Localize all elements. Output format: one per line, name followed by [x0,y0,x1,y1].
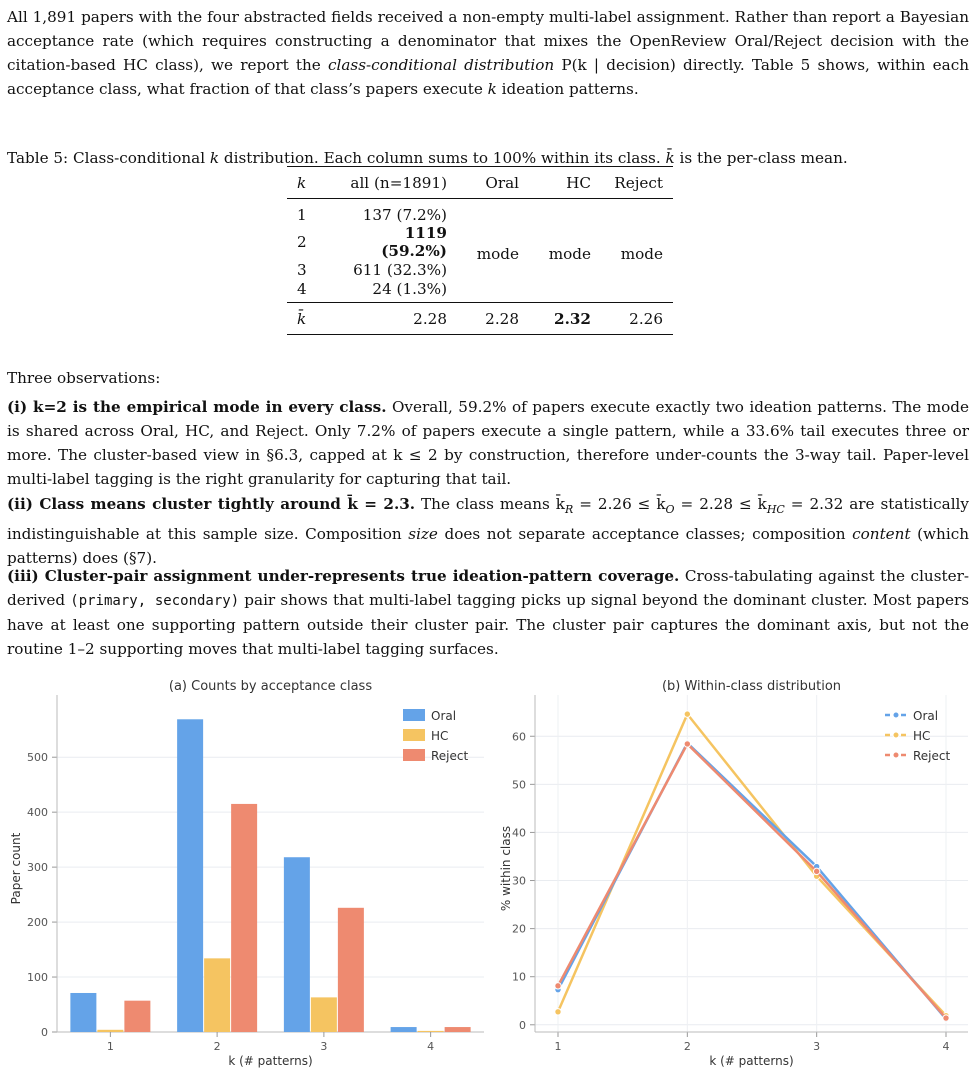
table-header-row [287,167,673,199]
intro-k: k [487,80,497,98]
y-tick-label: 400 [27,806,48,820]
legend-label-oral: Oral [913,709,939,723]
legend-label-reject: Reject [913,749,951,763]
table-footer-row [287,303,673,335]
bar-oral [391,1027,417,1032]
obs2-sub-hc: HC [766,503,785,517]
intro-emph: class-conditional distribution [328,56,555,74]
cell-hc-mode: mode [548,244,591,263]
header-all: all (n=1891) [329,167,457,199]
intro-paragraph [7,5,969,101]
obs2-text-4: = 2.32 are statistically indistinguishable at this sample size. Composition [7,495,969,544]
x-tick-label: 1 [554,1040,562,1053]
x-tick-label: 4 [427,1040,435,1053]
footer-reject: 2.26 [601,303,673,335]
obs2-text-5: does not separate acceptance classes; composition [437,525,853,544]
header-hc: HC [529,167,601,199]
bar-reject [445,1027,471,1032]
cell-oral-mode: mode [476,244,519,263]
footer-hc: 2.32 [529,303,601,335]
obs3-text-2: pair shows that multi-label tagging picks up signal beyond the dominant cluster. Most papers have at least one supporting pattern outside their cluster pair. The cluster pair captures the dominant axis, but not the routine 1–2 supporting moves that multi-label tagging surfaces. [7,591,970,658]
bar-chart-counts [0,675,490,1079]
point-reject [555,983,561,989]
cell-k: 1 [297,205,307,224]
footer-kbar: k̄ [287,303,329,335]
cell-all: 1119 (59.2%) [381,224,447,260]
cell-k: 4 [297,279,307,298]
obs2-sub-r: R [565,503,574,517]
y-tick-label: 100 [27,971,48,985]
cell-reject-mode: mode [620,244,663,263]
y-tick-label: 30 [512,874,526,888]
line-chart-distribution [490,675,976,1079]
observation-1-heading: (i) k=2 is the empirical mode in every class. [7,398,387,416]
y-tick-label: 60 [512,730,526,744]
legend-swatch-reject [403,749,425,761]
y-tick-label: 0 [41,1026,48,1039]
observation-2 [7,492,969,570]
observation-1-body: Overall, 59.2% of papers execute exactly two ideation patterns. The mode is shared across Oral, HC, and Reject. Only 7.2% of papers execute a single pattern, while a 33.6% tail executes three or more. The cluster-based view in §6.3, capped at k ≤ 2 by construction, therefore under-counts the 3-way tail. Paper-level multi-label tagging is the right granularity for capturing that tail. [7,398,969,488]
legend-swatch-oral [403,709,425,721]
legend-label-hc: HC [913,729,931,743]
header-reject: Reject [601,167,673,199]
x-tick-label: 4 [942,1040,950,1053]
bar-hc [204,958,230,1032]
legend-marker-oral [893,712,899,718]
bar-hc [97,1030,123,1032]
y-tick-label: 50 [512,778,526,792]
x-axis-label: k (# patterns) [228,1054,313,1068]
obs2-text-3: = 2.28 ≤ k̄ [674,495,767,513]
caption-kbar: k̄ [665,149,675,167]
x-axis-label: k (# patterns) [709,1054,794,1068]
legend-swatch-hc [403,729,425,741]
obs2-content: content [852,525,911,544]
y-tick-label: 0 [519,1018,526,1032]
x-tick-label: 3 [813,1040,821,1053]
cell-all: 24 (1.3%) [372,279,447,298]
y-axis-label: Paper count [9,832,23,905]
bar-reject [231,804,257,1032]
legend-marker-hc [893,732,899,738]
caption-k: k [209,149,220,167]
caption-tail: is the per-class mean. [674,149,848,167]
header-oral: Oral [457,167,529,199]
chart-title: (a) Counts by acceptance class [168,679,373,694]
x-tick-label: 3 [320,1040,328,1053]
chart-title: (b) Within-class distribution [661,679,842,694]
caption-mid: distribution. Each column sums to 100% within its class. [219,149,666,167]
y-tick-label: 20 [512,922,526,936]
legend-marker-reject [893,752,899,758]
observation-2-heading: (ii) Class means cluster tightly around k̄ = 2.3. [7,495,416,513]
bar-reject [124,1001,150,1032]
point-reject [813,868,819,874]
point-hc [555,1009,561,1015]
obs2-text-6: (which patterns) does (§7). [7,525,969,568]
point-reject [684,741,690,747]
obs2-text: The class means k̄ [415,495,565,513]
y-tick-label: 10 [512,970,526,984]
y-tick-label: 200 [27,916,48,930]
point-reject [943,1015,949,1021]
obs3-text: Cross-tabulating against the cluster-derived [7,567,969,609]
point-hc [684,711,690,717]
legend-label-hc: HC [431,729,449,743]
caption-lead: Table 5: Class-conditional [7,149,210,167]
cell-all: 137 (7.2%) [362,205,447,224]
intro-text-2: P(k | decision) directly. Table 5 shows, within each acceptance class, what fraction of that class’s papers execute [7,56,969,98]
header-k: k [287,167,329,199]
cell-all: 611 (32.3%) [353,260,447,279]
intro-text-3: ideation patterns. [496,80,639,98]
obs2-text-2: = 2.26 ≤ k̄ [573,495,666,513]
bar-hc [418,1031,444,1032]
bar-oral [70,993,96,1032]
observation-1 [7,395,969,491]
legend-label-oral: Oral [431,709,457,723]
observation-3-heading: (iii) Cluster-pair assignment under-represents true ideation-pattern coverage. [7,567,680,585]
bar-oral [177,719,203,1032]
intro-text: All 1,891 papers with the four abstracted fields received a non-empty multi-label assignment. Rather than report a Bayesian acceptance rate (which requires constructing a denominator that mixes the OpenReview Oral/Reject decision with the citation-based HC class), we report the [7,8,969,74]
x-tick-label: 1 [106,1040,114,1053]
obs2-sub-o: O [665,503,675,517]
x-tick-label: 2 [213,1040,221,1053]
bar-hc [311,997,337,1032]
bar-reject [338,908,364,1032]
y-tick-label: 500 [27,751,48,765]
y-axis-label: % within class [499,825,513,912]
legend-label-reject: Reject [431,749,469,763]
cell-k: 3 [297,260,307,279]
footer-all: 2.28 [329,303,457,335]
table-row [287,199,673,225]
results-table [287,166,673,335]
y-tick-label: 40 [512,826,526,840]
observation-3 [7,564,969,661]
x-tick-label: 2 [683,1040,691,1053]
line-hc [558,714,946,1016]
obs3-code: (primary, secondary) [70,593,240,609]
bar-oral [284,857,310,1032]
observations-intro: Three observations: [7,369,161,387]
cell-k: 2 [297,233,307,251]
y-tick-label: 300 [27,861,48,875]
obs2-size: size [408,525,438,544]
footer-oral: 2.28 [457,303,529,335]
